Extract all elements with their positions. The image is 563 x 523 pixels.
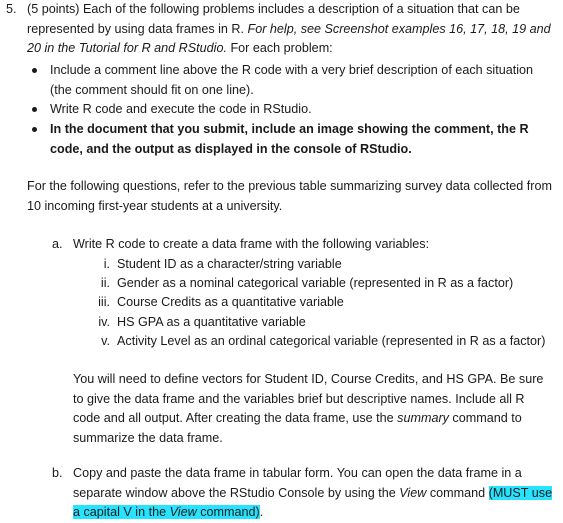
bullet-icon [32,127,37,132]
bullet-item-submit: In the document that you submit, include an image showing the comment, the R code, and the output as displayed in the console of RStudio. [50,122,529,156]
context-paragraph: For the following questions, refer to the previous table summarizing survey data collected from 10 incoming first-year students at a university. [27,179,552,213]
question-number: 5. [6,2,17,16]
part-a-text: Write R code to create a data frame with the following variables: [73,237,430,251]
part-b-label: b. [52,466,63,480]
part-b-body: Copy and paste the data frame in tabular form. You can open the data frame in a separate window above the RStudio Console by using the [73,466,522,500]
variable-numeral: v. [101,334,110,348]
note-text: You will need to define vectors for Student ID, Course Credits, and HS GPA. Be sure to give the data frame and the variables brief but descriptive names. Include all R code and all output. After creating the data frame, use the [73,372,544,425]
variable-item: Activity Level as an ordinal categorical variable (represented in R as a factor) [117,334,546,348]
intro-text-end: For each problem: [226,41,333,55]
view-command: View [399,485,427,500]
bullet-item-comment: Include a comment line above the R code with a very brief description of each situation (the comment should fit on one line). [50,63,534,97]
highlight-view-command: View [169,505,197,519]
part-a-note [73,370,555,448]
part-b-command-word: command [426,485,489,500]
variable-item: Course Credits as a quantitative variable [117,295,344,309]
question-intro [27,0,559,59]
bullet-icon [32,107,37,112]
variable-numeral: iii. [98,295,110,309]
note-text-end: command to summarize the data frame. [73,411,522,445]
variable-item: Student ID as a character/string variable [117,257,342,271]
bullet-item-execute: Write R code and execute the code in RStudio. [50,102,312,116]
highlight-text: (MUST use a capital V in the [73,485,553,519]
intro-text: (5 points) Each of the following problems includes a description of a situation that can be represented by using data frames in R. [27,2,520,36]
part-b-period: . [259,505,264,519]
part-b-text [73,464,555,523]
intro-help-text: For help, see Screenshot examples 16, 17, 18, 19 and 20 in the Tutorial for R and RStudio. [27,21,551,55]
variable-item: Gender as a nominal categorical variable (represented in R as a factor) [117,276,514,290]
variable-numeral: iv. [98,315,110,329]
variable-numeral: i. [103,257,110,271]
variable-item: HS GPA as a quantitative variable [117,315,306,329]
highlight-text-end: command) [196,505,260,519]
variable-numeral: ii. [100,276,110,290]
bullet-icon [32,68,37,73]
part-a-label: a. [52,237,63,251]
summary-command: summary [397,411,449,425]
